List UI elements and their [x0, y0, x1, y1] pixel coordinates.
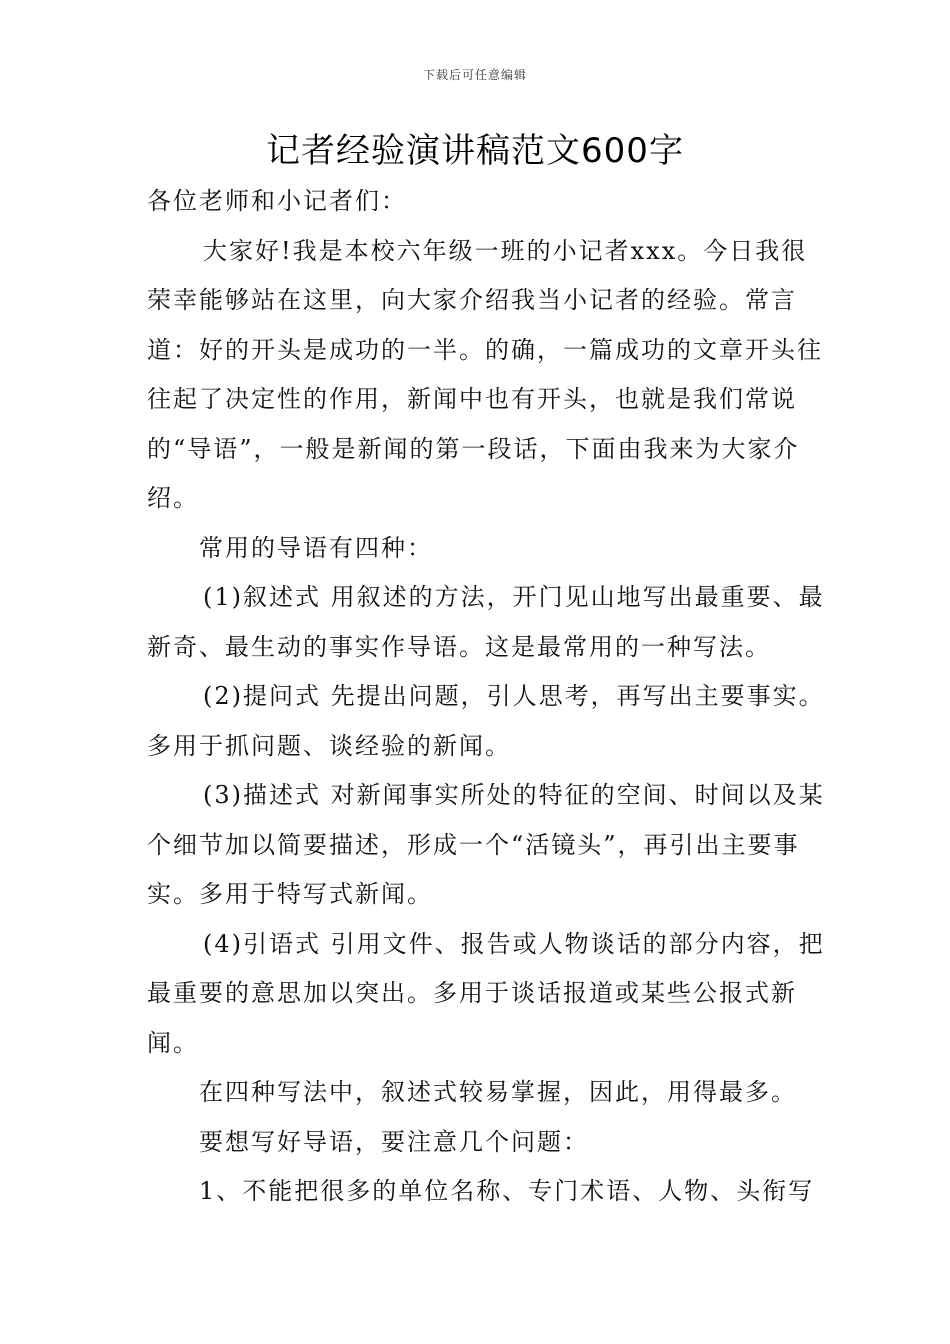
- document-body: [147, 177, 827, 1217]
- paragraph-descriptive-type: (3)描述式 对新闻事实所处的特征的空间、时间以及某个细节加以简要描述，形成一个“活镜头”，再引出主要事实。多用于特写式新闻。: [147, 781, 825, 908]
- paragraph-tips-heading: 要想写好导语，要注意几个问题：: [199, 1127, 589, 1156]
- paragraph-intro: 大家好!我是本校六年级一班的小记者xxx。今日我很荣幸能够站在这里，向大家介绍我当小记者的经验。常言道：好的开头是成功的一半。的确，一篇成功的文章开头往往起了决定性的作用，新闻中也有开头，也就是我们常说的“导语”，一般是新闻的第一段话，下面由我来为大家介绍。: [147, 236, 823, 512]
- paragraph-types-heading: 常用的导语有四种：: [199, 533, 433, 562]
- paragraph-question-type: (2)提问式 先提出问题，引人思考，再写出主要事实。多用于抓问题、谈经验的新闻。: [147, 682, 825, 760]
- paragraph-tip-1: 1、不能把很多的单位名称、专门术语、人物、头衔写: [199, 1177, 815, 1205]
- salutation: 各位老师和小记者们：: [147, 187, 407, 215]
- paragraph-summary: 在四种写法中，叙述式较易掌握，因此，用得最多。: [199, 1078, 797, 1106]
- paragraph-narrative-type: (1)叙述式 用叙述的方法，开门见山地写出最重要、最新奇、最生动的事实作导语。这是最常用的一种写法。: [147, 583, 825, 661]
- paragraph-quotation-type: (4)引语式 引用文件、报告或人物谈话的部分内容，把最重要的意思加以突出。多用于谈话报道或某些公报式新闻。: [147, 929, 825, 1057]
- document-title: 记者经验演讲稿范文600字: [266, 131, 684, 171]
- header-note: 下载后可任意编辑: [422, 68, 527, 82]
